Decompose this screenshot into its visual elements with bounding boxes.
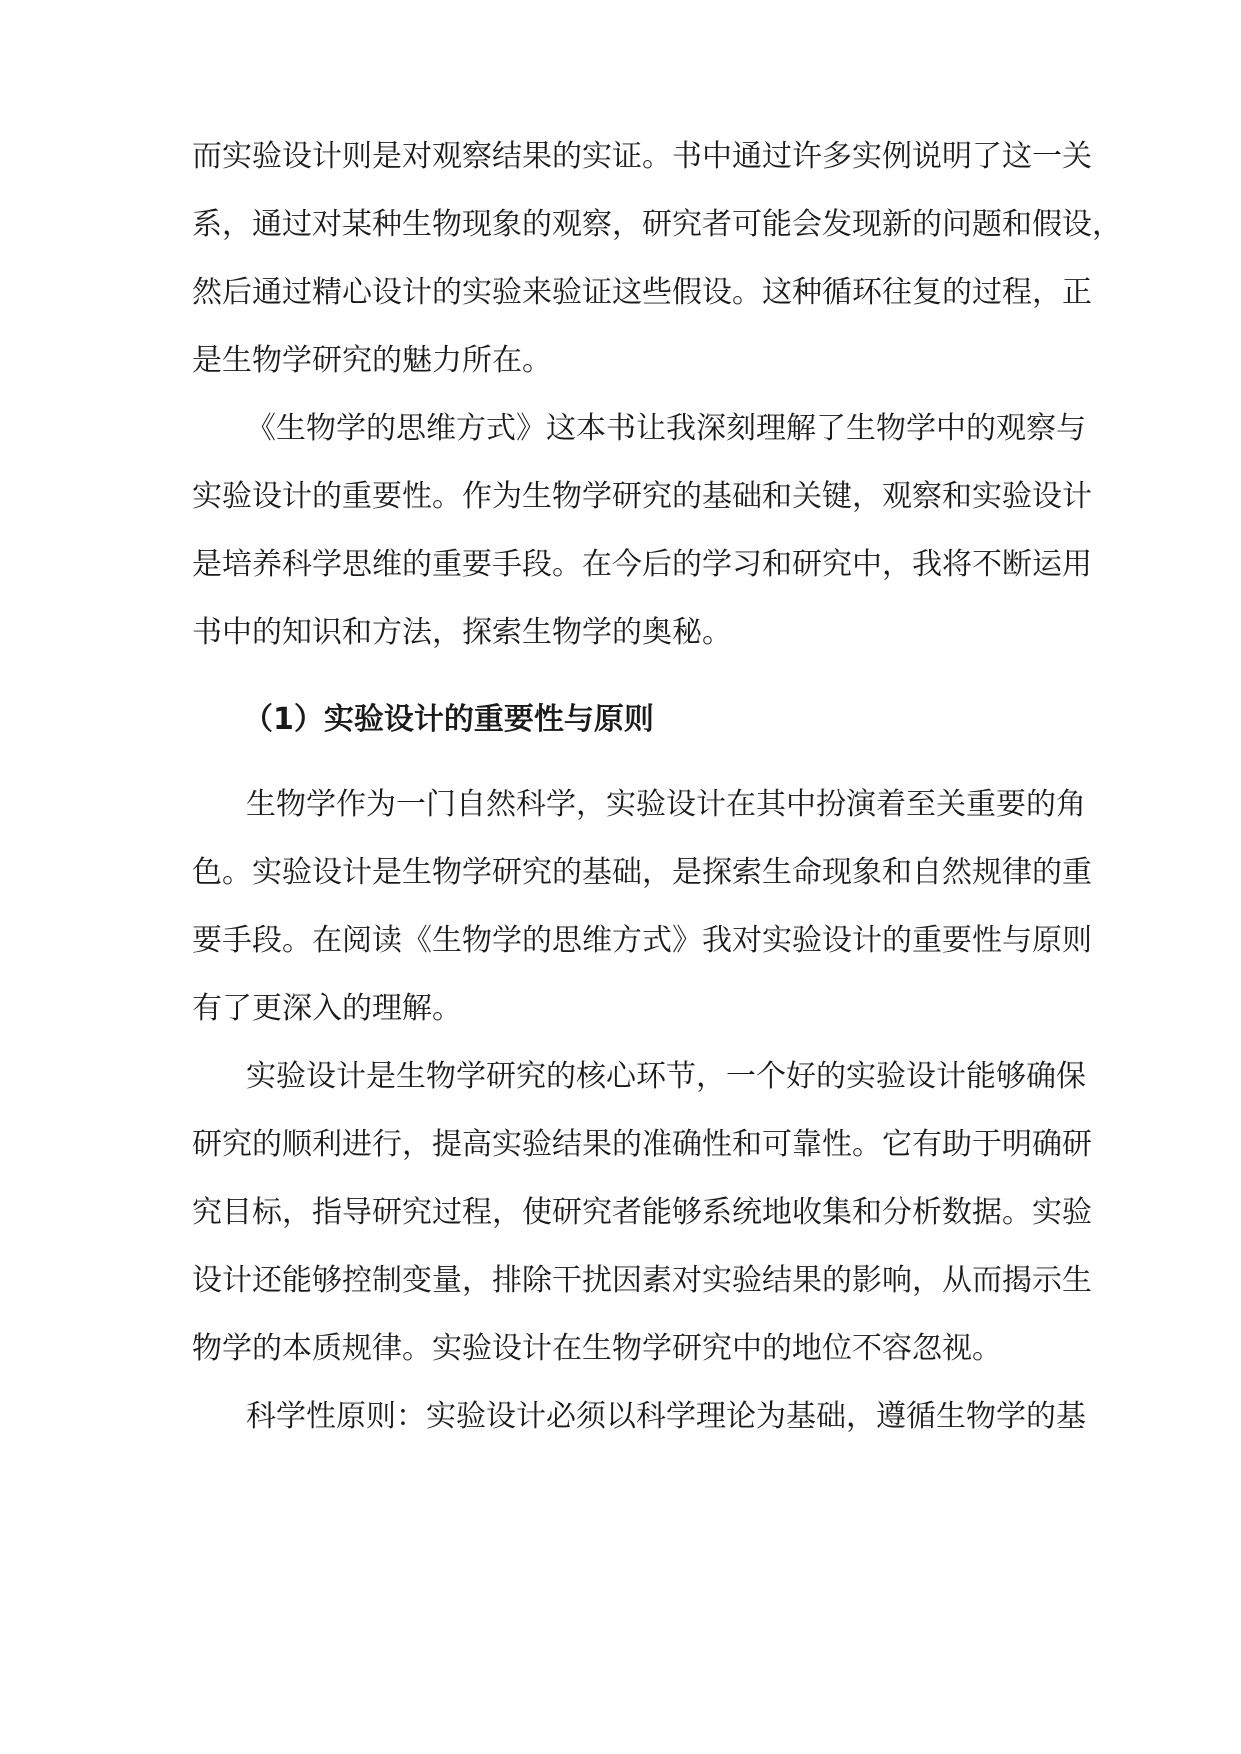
paragraph-line: 生物学作为一门自然科学，实验设计在其中扮演着至关重要的角 bbox=[246, 787, 1086, 822]
paragraph-line: 设计还能够控制变量，排除干扰因素对实验结果的影响，从而揭示生 bbox=[192, 1263, 1092, 1298]
paragraph-line: 要手段。在阅读《生物学的思维方式》我对实验设计的重要性与原则 bbox=[192, 923, 1092, 958]
paragraph-line: 有了更深入的理解。 bbox=[192, 991, 462, 1026]
paragraph-line: 研究的顺利进行，提高实验结果的准确性和可靠性。它有助于明确研 bbox=[192, 1127, 1092, 1162]
paragraph-line: 科学性原则：实验设计必须以科学理论为基础，遵循生物学的基 bbox=[246, 1399, 1086, 1434]
paragraph-line: 是培养科学思维的重要手段。在今后的学习和研究中，我将不断运用 bbox=[192, 547, 1092, 582]
paragraph-line: 是生物学研究的魅力所在。 bbox=[192, 343, 552, 378]
paragraph-line: 实验设计是生物学研究的核心环节，一个好的实验设计能够确保 bbox=[246, 1059, 1086, 1094]
paragraph-line: 究目标，指导研究过程，使研究者能够系统地收集和分析数据。实验 bbox=[192, 1195, 1092, 1230]
section-heading: （1）实验设计的重要性与原则 bbox=[243, 702, 654, 737]
paragraph-line: 物学的本质规律。实验设计在生物学研究中的地位不容忽视。 bbox=[192, 1331, 1002, 1366]
paragraph-line: 然后通过精心设计的实验来验证这些假设。这种循环往复的过程，正 bbox=[192, 275, 1092, 310]
paragraph-line: 书中的知识和方法，探索生物学的奥秘。 bbox=[192, 615, 732, 650]
paragraph-line: 《生物学的思维方式》这本书让我深刻理解了生物学中的观察与 bbox=[246, 411, 1086, 446]
paragraph-line: 而实验设计则是对观察结果的实证。书中通过许多实例说明了这一关 bbox=[192, 139, 1092, 174]
paragraph-line: 色。实验设计是生物学研究的基础，是探索生命现象和自然规律的重 bbox=[192, 855, 1092, 890]
paragraph-line: 实验设计的重要性。作为生物学研究的基础和关键，观察和实验设计 bbox=[192, 479, 1092, 514]
paragraph-line: 系，通过对某种生物现象的观察，研究者可能会发现新的问题和假设， bbox=[192, 207, 1122, 242]
